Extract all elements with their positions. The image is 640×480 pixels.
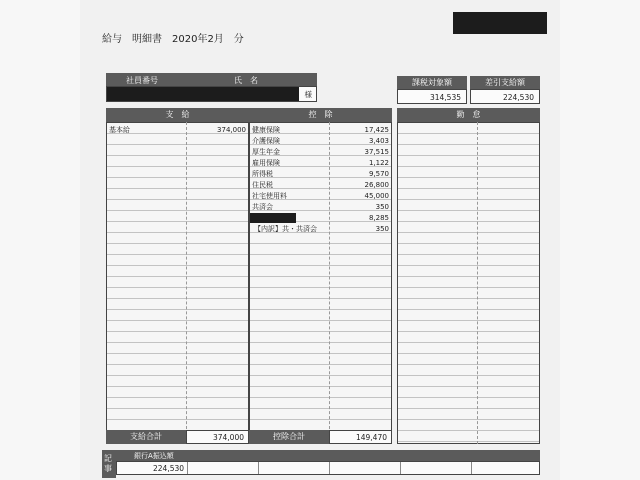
deduction-item-amount: 26,800 — [364, 181, 389, 189]
deduction-item-amount: 45,000 — [364, 192, 389, 200]
deduction-total-label-cell — [249, 430, 329, 444]
net-value-box — [470, 89, 540, 104]
deduction-item-amount: 8,285 — [368, 214, 389, 222]
payment-total-label: 支給合計 — [130, 432, 162, 441]
bank-label: 銀行A振込額 — [134, 452, 174, 460]
deduction-item-name: 介護保険 — [252, 137, 280, 145]
redacted-block — [453, 12, 547, 34]
deduction-item-amount: 350 — [375, 225, 389, 233]
deductions-header — [249, 108, 392, 122]
deduction-item-name: 社宅使用料 — [252, 192, 287, 200]
remarks-cells-row — [116, 461, 540, 475]
deduction-item-amount: 3,403 — [368, 137, 389, 145]
payment-total-label-cell — [106, 430, 186, 444]
payment-item-name: 基本給 — [109, 126, 130, 134]
deduction-item-name: 【内訳】共・共済会 — [254, 225, 317, 233]
payslip-sheet — [80, 0, 560, 480]
deduction-item-amount: 350 — [375, 203, 389, 211]
remarks-header-bar — [116, 450, 540, 461]
attendance-grid — [397, 122, 540, 444]
deduction-item-name: 厚生年金 — [252, 148, 280, 156]
remarks-label: 記事 — [104, 454, 112, 473]
net-label: 差引支給額 — [485, 78, 525, 87]
deduction-item-name: 雇用保険 — [252, 159, 280, 167]
deduction-item-amount: 1,122 — [368, 159, 389, 167]
deduction-total-value-box — [329, 430, 392, 444]
taxable-value: 314,535 — [429, 93, 461, 102]
payments-label: 支 給 — [165, 110, 190, 119]
attendance-label: 勤 怠 — [456, 110, 481, 119]
deduction-item-amount: 9,570 — [368, 170, 389, 178]
attendance-column-divider — [477, 122, 478, 444]
deduction-total-label: 控除合計 — [273, 432, 305, 441]
employee-no-label: 社員番号 — [126, 76, 158, 85]
name-label: 氏 名 — [234, 76, 258, 85]
taxable-label: 課税対象額 — [412, 78, 452, 87]
redacted-name — [107, 87, 299, 101]
payslip-title: 給与 明細書 2020年2月 分 — [102, 34, 244, 45]
net-value: 224,530 — [502, 93, 534, 102]
deductions-label: 控 除 — [308, 110, 333, 119]
deduction-item-name: 住民税 — [252, 181, 273, 189]
bank-value: 224,530 — [153, 464, 185, 473]
employee-value-box — [106, 86, 317, 102]
deduction-item-name: 共済会 — [252, 203, 273, 211]
honorific: 様 — [304, 90, 312, 99]
taxable-header — [397, 76, 467, 89]
redacted-deduction-name — [250, 213, 296, 223]
deduction-item-amount: 37,515 — [364, 148, 389, 156]
deduction-total-value: 149,470 — [355, 433, 387, 442]
payments-column-divider — [186, 122, 187, 444]
deduction-item-amount: 17,425 — [364, 126, 389, 134]
attendance-header — [397, 108, 540, 122]
payments-grid — [106, 122, 249, 444]
taxable-value-box — [397, 89, 467, 104]
employee-header — [106, 73, 317, 86]
payments-header — [106, 108, 249, 122]
payment-total-value: 374,000 — [212, 433, 244, 442]
deduction-item-name: 所得税 — [252, 170, 273, 178]
net-header — [470, 76, 540, 89]
deduction-item-name: 健康保険 — [252, 126, 280, 134]
remarks-label-cell — [102, 450, 116, 478]
payment-total-value-box — [186, 430, 249, 444]
payment-item-amount: 374,000 — [217, 126, 246, 134]
